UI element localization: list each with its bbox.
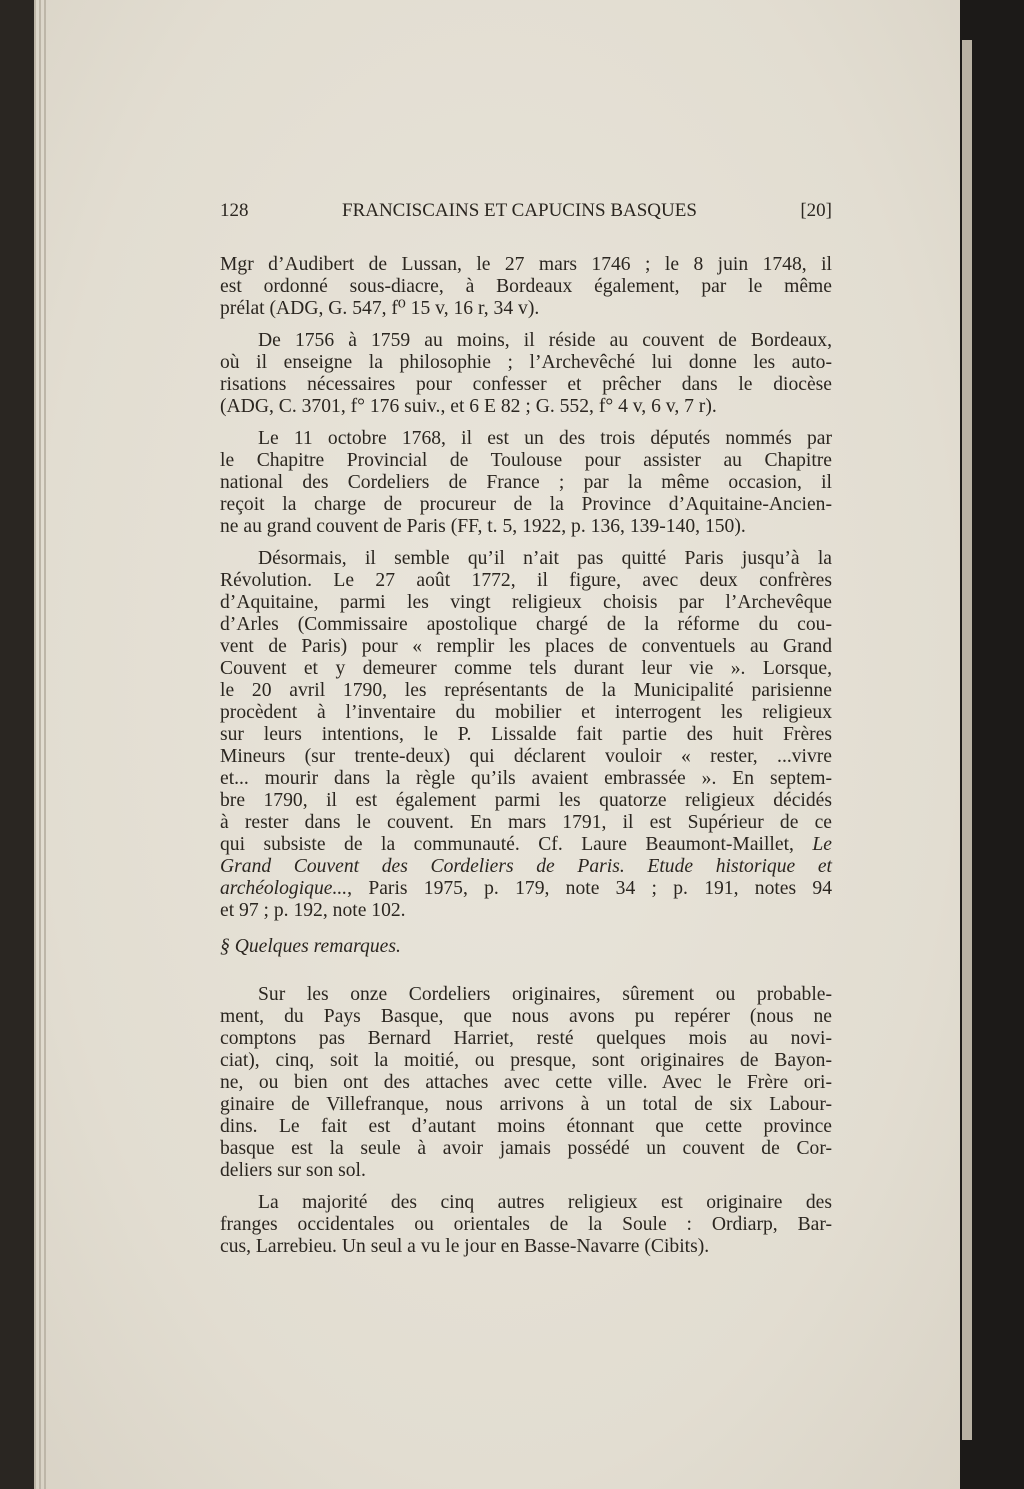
text-segment: dins. Le fait est d’autant moins étonnant que cette province xyxy=(220,1116,832,1137)
text-line xyxy=(220,984,832,1006)
section-heading xyxy=(220,936,832,958)
text-segment: ciat), cinq, soit la moitié, ou presque, sont originaires de Bayon- xyxy=(220,1050,832,1071)
text-segment: sur leurs intentions, le P. Lissalde fait partie des huit Frères xyxy=(220,724,832,745)
page-edge xyxy=(44,0,46,1489)
paragraph xyxy=(220,1192,832,1258)
text-segment: et 97 ; p. 192, note 102. xyxy=(220,900,406,921)
text-segment: De 1756 à 1759 au moins, il réside au couvent de Bordeaux, xyxy=(258,330,832,351)
italic-text: Grand Couvent des Cordeliers de Paris. Etude historique et xyxy=(220,856,832,877)
text-line xyxy=(220,374,832,396)
italic-text: archéologique... xyxy=(220,878,348,899)
text-line xyxy=(220,658,832,680)
text-segment: (ADG, C. 3701, f° 176 suiv., et 6 E 82 ; G. 552, f° 4 v, 6 v, 7 r). xyxy=(220,396,717,417)
text-line xyxy=(220,936,832,958)
text-line xyxy=(220,1072,832,1094)
text-segment: d’Arles (Commissaire apostolique chargé de la réforme du cou- xyxy=(220,614,832,635)
text-line xyxy=(220,724,832,746)
text-line xyxy=(220,254,832,276)
text-line xyxy=(220,900,832,922)
text-segment: qui subsiste de la communauté. Cf. Laure Beaumont-Maillet, xyxy=(220,834,813,855)
text-line xyxy=(220,636,832,658)
italic-text: Le xyxy=(812,834,832,855)
paragraph xyxy=(220,254,832,320)
text-segment: procèdent à l’inventaire du mobilier et interrogent les religieux xyxy=(220,702,832,723)
text-segment: cus, Larrebieu. Un seul a vu le jour en Basse-Navarre (Cibits). xyxy=(220,1236,710,1257)
text-line xyxy=(220,472,832,494)
text-segment: bre 1790, il est également parmi les quatorze religieux décidés xyxy=(220,790,832,811)
text-line xyxy=(220,856,832,878)
text-line xyxy=(220,834,832,856)
text-line xyxy=(220,812,832,834)
text-segment: ne, ou bien ont des attaches avec cette ville. Avec le Frère ori- xyxy=(220,1072,832,1093)
text-line xyxy=(220,746,832,768)
body-text xyxy=(220,254,832,1268)
text-segment: d’Aquitaine, parmi les vingt religieux choisis par l’Archevêque xyxy=(220,592,832,613)
text-segment: où il enseigne la philosophie ; l’Archevêché lui donne les auto- xyxy=(220,352,832,373)
text-line xyxy=(220,1160,832,1182)
text-segment: prélat (ADG, G. 547, f⁰ 15 v, 16 r, 34 v). xyxy=(220,298,540,319)
text-segment: La majorité des cinq autres religieux est originaire des xyxy=(258,1192,832,1213)
italic-text: § Quelques remarques. xyxy=(220,936,401,957)
text-line xyxy=(220,352,832,374)
text-segment: ment, du Pays Basque, que nous avons pu repérer (nous ne xyxy=(220,1006,832,1027)
paragraph xyxy=(220,548,832,922)
text-segment: Sur les onze Cordeliers originaires, sûrement ou probable- xyxy=(258,984,832,1005)
paragraph xyxy=(220,330,832,418)
text-line xyxy=(220,570,832,592)
text-segment: vent de Paris) pour « remplir les places de conventuels au Grand xyxy=(220,636,832,657)
text-segment: le Chapitre Provincial de Toulouse pour assister au Chapitre xyxy=(220,450,832,471)
text-segment: Désormais, il semble qu’il n’ait pas quitté Paris jusqu’à la xyxy=(258,548,832,569)
text-line xyxy=(220,702,832,724)
text-segment: le 20 avril 1790, les représentants de la Municipalité parisienne xyxy=(220,680,832,701)
text-line xyxy=(220,428,832,450)
text-line xyxy=(220,298,832,320)
text-line xyxy=(220,1006,832,1028)
text-segment: risations nécessaires pour confesser et prêcher dans le diocèse xyxy=(220,374,832,395)
text-segment: comptons pas Bernard Harriet, resté quelques mois au novi- xyxy=(220,1028,832,1049)
text-segment: reçoit la charge de procureur de la Province d’Aquitaine-Ancien- xyxy=(220,494,832,515)
text-line xyxy=(220,494,832,516)
text-line xyxy=(220,1028,832,1050)
text-line xyxy=(220,1116,832,1138)
text-segment: national des Cordeliers de France ; par la même occasion, il xyxy=(220,472,832,493)
text-segment: à rester dans le couvent. En mars 1791, il est Supérieur de ce xyxy=(220,812,832,833)
text-line xyxy=(220,396,832,418)
text-segment: Le 11 octobre 1768, il est un des trois députés nommés par xyxy=(258,428,832,449)
text-segment: Mgr d’Audibert de Lussan, le 27 mars 1746 ; le 8 juin 1748, il xyxy=(220,254,832,275)
text-segment: deliers sur son sol. xyxy=(220,1160,366,1181)
text-segment: Révolution. Le 27 août 1772, il figure, avec deux confrères xyxy=(220,570,832,591)
paragraph xyxy=(220,984,832,1182)
text-line xyxy=(220,1094,832,1116)
page-edge xyxy=(34,0,36,1489)
text-line xyxy=(220,790,832,812)
text-segment: franges occidentales ou orientales de la Soule : Ordiarp, Bar- xyxy=(220,1214,832,1235)
text-line xyxy=(220,1138,832,1160)
text-segment: , Paris 1975, p. 179, note 34 ; p. 191, notes 94 xyxy=(347,878,832,899)
running-header xyxy=(220,200,832,226)
text-segment: et... mourir dans la règle qu’ils avaient embrassée ». En septem- xyxy=(220,768,832,789)
text-line xyxy=(220,592,832,614)
text-line xyxy=(220,1214,832,1236)
text-line xyxy=(220,1236,832,1258)
text-line xyxy=(220,450,832,472)
text-line xyxy=(220,614,832,636)
text-line xyxy=(220,680,832,702)
text-line xyxy=(220,878,832,900)
text-segment: ne au grand couvent de Paris (FF, t. 5, 1922, p. 136, 139-140, 150). xyxy=(220,516,746,537)
text-segment: basque est la seule à avoir jamais possédé un couvent de Cor- xyxy=(220,1138,832,1159)
text-segment: est ordonné sous-diacre, à Bordeaux également, par le même xyxy=(220,276,832,297)
facing-page-edge xyxy=(962,40,972,1440)
text-segment: ginaire de Villefranque, nous arrivons à un total de six Labour- xyxy=(220,1094,832,1115)
text-line xyxy=(220,548,832,570)
text-line xyxy=(220,768,832,790)
text-segment: Couvent et y demeurer comme tels durant leur vie ». Lorsque, xyxy=(220,658,832,679)
text-line xyxy=(220,516,832,538)
text-segment: Mineurs (sur trente-deux) qui déclarent vouloir « rester, ...vivre xyxy=(220,746,832,767)
page-number: 128 xyxy=(220,200,249,221)
text-line xyxy=(220,1192,832,1214)
text-line xyxy=(220,1050,832,1072)
running-title: FRANCISCAINS ET CAPUCINS BASQUES xyxy=(342,200,697,221)
section-number: [20] xyxy=(800,200,832,221)
paragraph xyxy=(220,428,832,538)
page-edge xyxy=(39,0,41,1489)
text-line xyxy=(220,276,832,298)
text-line xyxy=(220,330,832,352)
